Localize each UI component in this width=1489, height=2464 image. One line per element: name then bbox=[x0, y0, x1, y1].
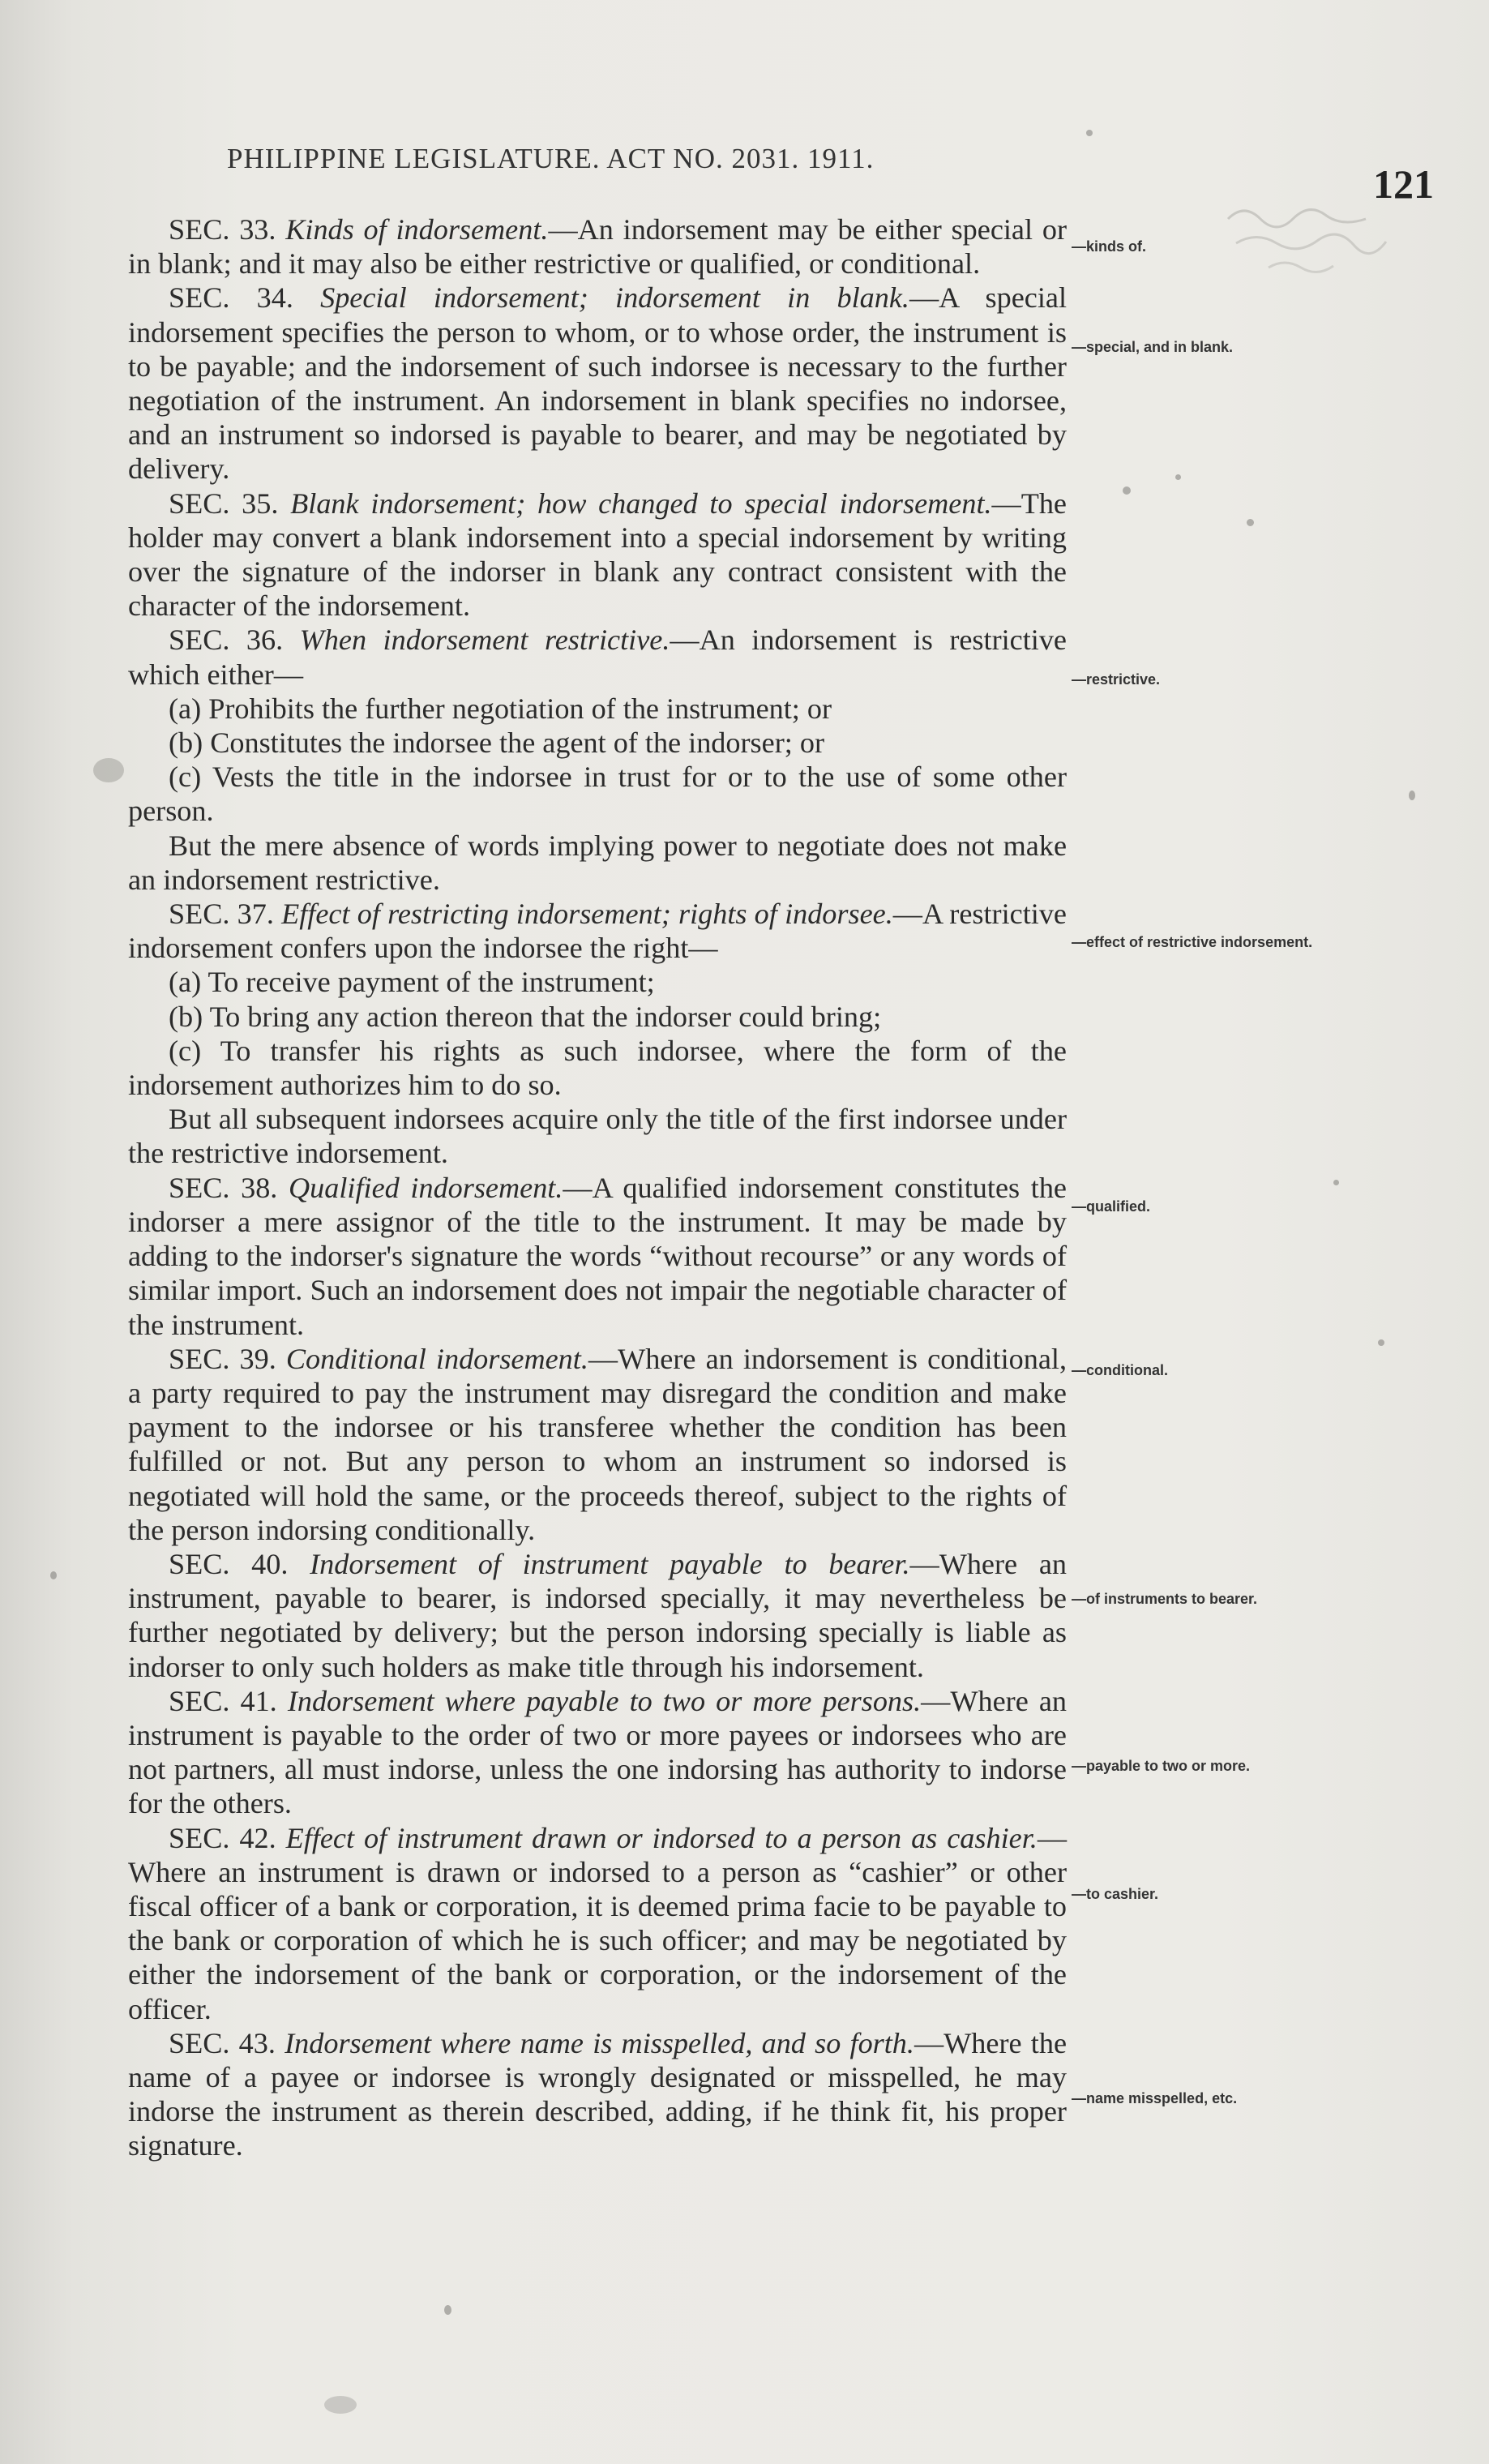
section-text: —A qualified indorsement constitutes the indorser a mere assignor of the title to the instrument. It may be made by adding to the indorser's signature the words “without recourse” or any words of similar import. Such an indorsement does not impair the negotiable character of the instrument. bbox=[128, 1171, 1067, 1341]
section-39 bbox=[128, 1342, 1067, 1547]
paper-speck bbox=[1175, 474, 1181, 480]
section-33 bbox=[128, 212, 1067, 281]
page-number: 121 bbox=[1373, 161, 1434, 207]
section-title: Indorsement of instrument payable to bearer. bbox=[310, 1547, 910, 1580]
clause-a: (a) To receive payment of the instrument; bbox=[169, 966, 655, 999]
clause-b: (b) Constitutes the indorsee the agent of the indorser; or bbox=[169, 726, 824, 760]
clause-c: (c) To transfer his rights as such indorsee, where the form of the indorsement authorizes him to do so. bbox=[128, 1034, 1067, 1102]
clause-a: (a) Prohibits the further negotiation of the instrument; or bbox=[169, 692, 832, 725]
section-number: SEC. 36. bbox=[169, 623, 284, 657]
section-number: SEC. 43. bbox=[169, 2026, 276, 2059]
section-title: Blank indorsement; how changed to special indorsement. bbox=[290, 486, 992, 520]
section-text: —Where the name of a payee or indorsee is wrongly designated or misspelled, he may indorse the instrument as therein described, adding, if he think fit, his proper signature. bbox=[128, 2026, 1068, 2162]
margin-note-conditional: —conditional. bbox=[1072, 1362, 1168, 1378]
clause-b: (b) To bring any action thereon that the indorser could bring; bbox=[169, 1000, 882, 1033]
section-38 bbox=[128, 1171, 1067, 1342]
section-36-proviso: But the mere absence of words implying power to negotiate does not make an indorsement restrictive. bbox=[128, 829, 1067, 896]
section-number: SEC. 41. bbox=[169, 1684, 277, 1717]
paper-speck bbox=[1123, 486, 1131, 495]
section-title: Conditional indorsement. bbox=[285, 1342, 588, 1375]
paper-speck bbox=[1086, 130, 1093, 136]
section-title: Qualified indorsement. bbox=[289, 1171, 563, 1204]
section-text: —Where an indorsement is conditional, a party required to pay the instrument may disregard the condition and make payment to the indorsee or his transferee whether the condition has been fulfilled or not. But any person to whom an instrument so indorsed is negotiated will hold the same, or the proceeds thereof, subject to the rights of the person indorsing conditionally. bbox=[128, 1342, 1067, 1546]
margin-note-special-blank: —special, and in blank. bbox=[1072, 339, 1234, 355]
section-title: Kinds of indorsement. bbox=[285, 213, 549, 246]
margin-note-effect-restrictive: —effect of restrictive indorsement. bbox=[1072, 934, 1313, 950]
paper-speck bbox=[324, 2396, 357, 2414]
section-number: SEC. 38. bbox=[169, 1171, 278, 1204]
margin-note-cashier: —to cashier. bbox=[1072, 1886, 1159, 1902]
margin-note-misspelled: —name misspelled, etc. bbox=[1072, 2090, 1238, 2106]
paper-speck bbox=[50, 1571, 57, 1579]
margin-note-restrictive: —restrictive. bbox=[1072, 671, 1161, 688]
margin-note-two-or-more: —payable to two or more. bbox=[1072, 1758, 1251, 1774]
section-number: SEC. 33. bbox=[169, 213, 276, 246]
paper-speck bbox=[444, 2305, 451, 2315]
section-text: —An indorsement may be either special or in blank; and it may also be either restrictive or qualified, or conditional. bbox=[128, 213, 1067, 281]
section-40 bbox=[128, 1547, 1067, 1684]
paper-speck bbox=[1247, 519, 1254, 526]
running-head: PHILIPPINE LEGISLATURE. ACT NO. 2031. 1911. bbox=[227, 143, 875, 174]
section-number: SEC. 42. bbox=[169, 1821, 276, 1854]
margin-note-kinds: —kinds of. bbox=[1072, 238, 1147, 255]
section-number: SEC. 35. bbox=[169, 486, 279, 520]
section-number: SEC. 40. bbox=[169, 1547, 289, 1580]
section-43 bbox=[128, 2026, 1067, 2163]
section-text: —A restrictive indorsement confers upon the indorsee the right— bbox=[128, 898, 1067, 965]
paper-speck bbox=[93, 758, 124, 782]
section-35 bbox=[128, 486, 1067, 623]
section-text: —The holder may convert a blank indorsement into a special indorsement by writing over the signature of the indorser in blank any contract consistent with the character of the indorsement. bbox=[128, 486, 1067, 623]
statute-text bbox=[128, 212, 1067, 2163]
section-text: —Where an instrument is drawn or indorsed to a person as “cashier” or other fiscal officer of a bank or corporation, it is deemed prima facie to be payable to the bank or corporation of which he is such officer; and may be negotiated by either the indorsement of the bank or corporation, or the indorsement of the officer. bbox=[128, 1821, 1067, 2025]
margin-note-qualified: —qualified. bbox=[1072, 1198, 1151, 1215]
section-number: SEC. 39. bbox=[169, 1342, 276, 1375]
section-text: —An indorsement is restrictive which either— bbox=[128, 623, 1067, 691]
section-title: Special indorsement; indorsement in blank. bbox=[320, 281, 909, 315]
section-title: Effect of restricting indorsement; rights of indorsee. bbox=[281, 898, 893, 931]
section-number: SEC. 34. bbox=[169, 281, 293, 315]
section-41 bbox=[128, 1684, 1067, 1821]
section-title: When indorsement restrictive. bbox=[299, 623, 670, 657]
section-37 bbox=[128, 897, 1067, 965]
section-title: Indorsement where payable to two or more persons. bbox=[287, 1684, 922, 1717]
paper-speck bbox=[1378, 1339, 1384, 1346]
section-text: —A special indorsement specifies the person to whom, or to whose order, the instrument is to be payable; and the indorsement of such indorsee is necessary to the further negotiation of the instrument. An indorsement in blank specifies no indorsee, and an instrument so indorsed is payable to bearer, and may be negotiated by delivery. bbox=[128, 281, 1068, 486]
section-37-proviso: But all subsequent indorsees acquire only the title of the first indorsee under the restrictive indorsement. bbox=[128, 1103, 1067, 1170]
section-text: —Where an instrument is payable to the order of two or more payees or indorsees who are not partners, all must indorse, unless the one indorsing has authority to indorse for the others. bbox=[128, 1684, 1067, 1820]
margin-note-bearer: —of instruments to bearer. bbox=[1072, 1591, 1258, 1607]
paper-speck bbox=[1333, 1180, 1339, 1185]
section-text: —Where an instrument, payable to bearer, is indorsed specially, it may nevertheless be further negotiated by delivery; but the person indorsing specially is liable as indorser to only such holders as make title through his indorsement. bbox=[128, 1547, 1067, 1683]
section-34 bbox=[128, 281, 1067, 486]
section-36 bbox=[128, 623, 1067, 691]
section-number: SEC. 37. bbox=[169, 898, 274, 931]
section-42 bbox=[128, 1821, 1067, 2026]
clause-c: (c) Vests the title in the indorsee in trust for or to the use of some other person. bbox=[128, 761, 1067, 828]
paper-speck bbox=[1409, 791, 1415, 800]
section-title: Indorsement where name is misspelled, and so forth. bbox=[285, 2026, 914, 2059]
section-title: Effect of instrument drawn or indorsed to a person as cashier. bbox=[285, 1821, 1038, 1854]
